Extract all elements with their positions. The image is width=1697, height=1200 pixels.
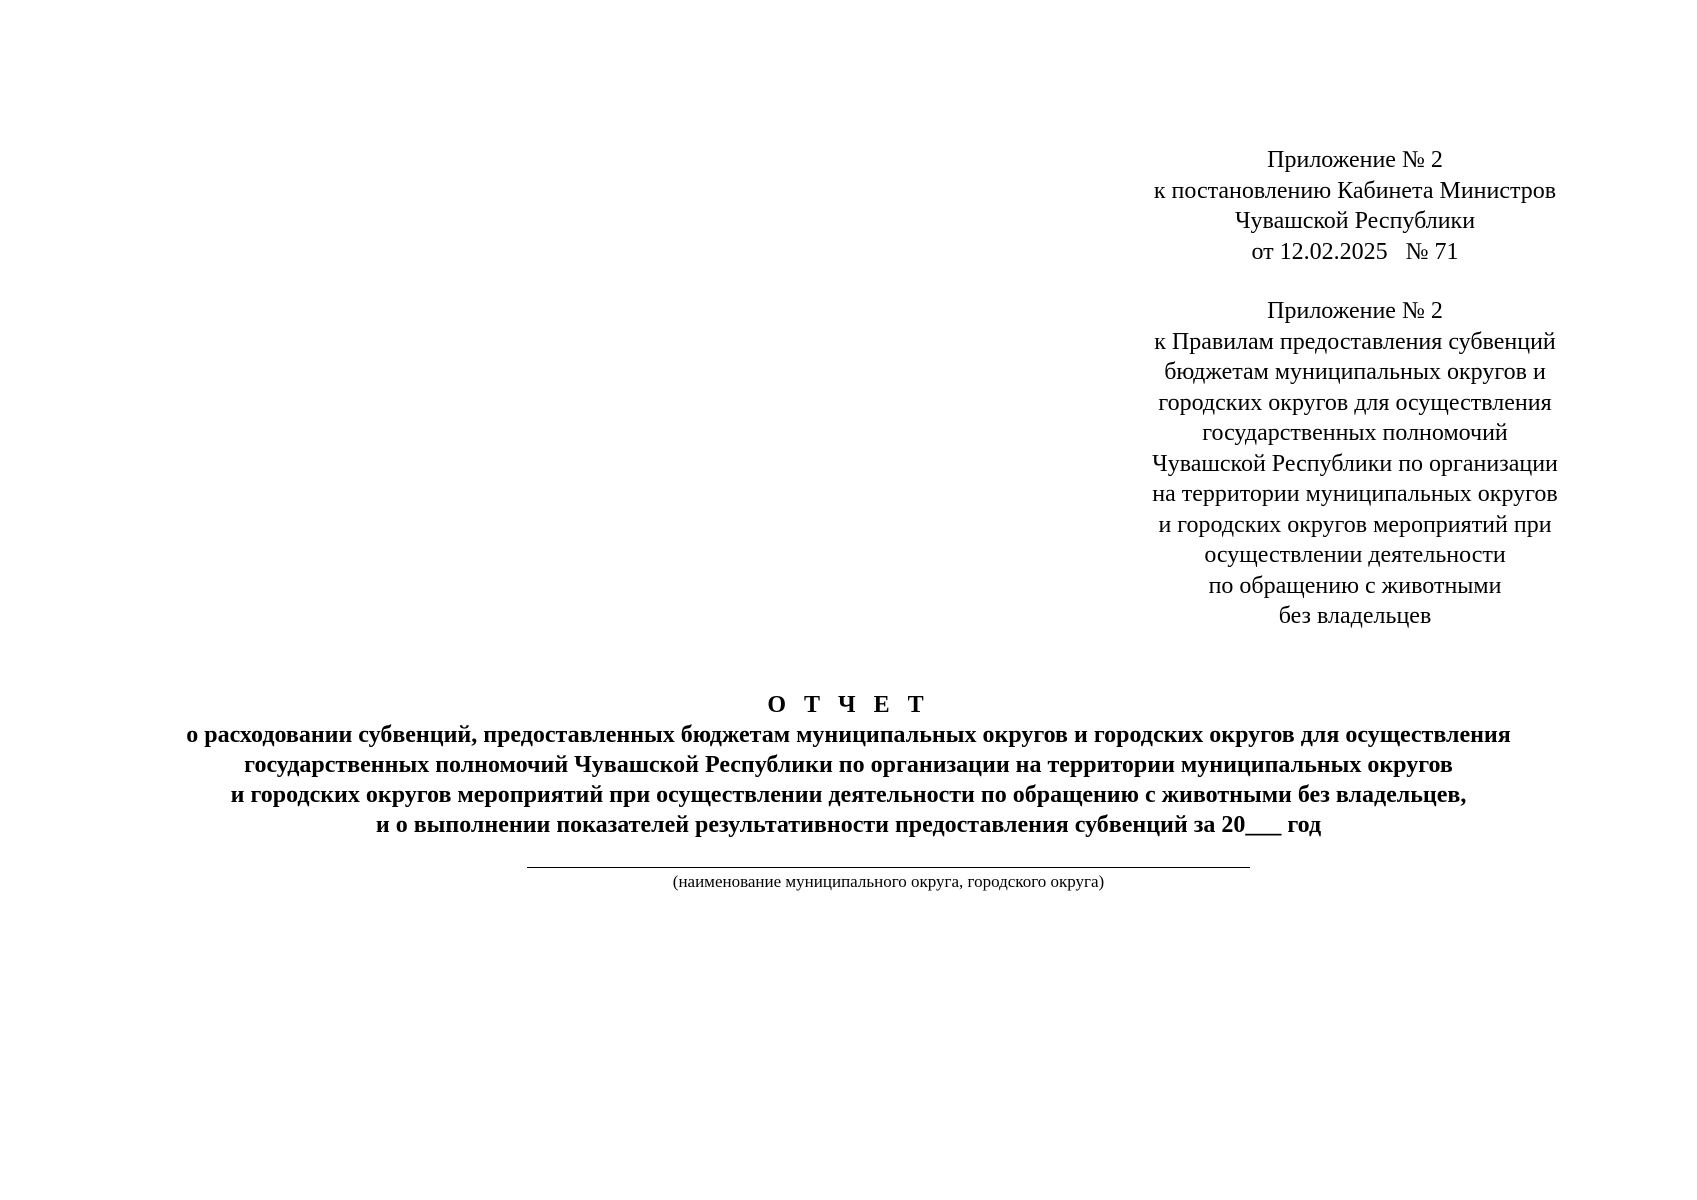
appendix-decree-date: от 12.02.2025 № 71: [1251, 238, 1459, 265]
appendix-rules-line: по обращению с животными: [1208, 572, 1502, 599]
appendix-rules-line: государственных полномочий: [1202, 420, 1508, 446]
appendix-rules-line: без владельцев: [1278, 603, 1432, 629]
appendix-rules-line: осуществлении деятельности: [1204, 542, 1506, 568]
appendix-decree-line: Приложение № 2: [1267, 147, 1443, 173]
appendix-rules-line: Приложение № 2: [1267, 298, 1443, 324]
appendix-rules-block: [1110, 296, 1600, 632]
appendix-rules-line: к Правилам предоставления субвенций: [1154, 328, 1556, 355]
report-subtitle-line: и городских округов мероприятий при осуществлении деятельности по обращению с животными без владельцев,: [230, 782, 1467, 808]
appendix-rules-line: на территории муниципальных округов: [1152, 481, 1558, 507]
municipality-name-caption: (наименование муниципального округа, городского округа): [672, 872, 1105, 891]
appendix-rules-line: Чувашской Республики по организации: [1152, 450, 1558, 477]
municipality-name-underline: [527, 867, 1250, 868]
report-subtitle-line: о расходовании субвенций, предоставленных бюджетам муниципальных округов и городских округов для осуществления: [186, 722, 1511, 748]
appendix-decree-line: Чувашской Республики: [1234, 208, 1476, 234]
report-subtitle-line: государственных полномочий Чувашской Республики по организации на территории муниципальных округов: [244, 752, 1453, 778]
report-subtitle-line: и о выполнении показателей результативности предоставления субвенций за 20___ год: [375, 812, 1322, 838]
appendix-rules-line: бюджетам муниципальных округов и: [1164, 359, 1546, 385]
report-subtitle: [0, 720, 1697, 840]
appendix-rules-line: и городских округов мероприятий при: [1158, 511, 1552, 538]
report-title: О Т Ч Е Т: [767, 692, 930, 718]
appendix-decree-block: [1110, 145, 1600, 267]
appendix-decree-line: к постановлению Кабинета Министров: [1153, 177, 1557, 204]
appendix-rules-line: городских округов для осуществления: [1158, 389, 1552, 416]
